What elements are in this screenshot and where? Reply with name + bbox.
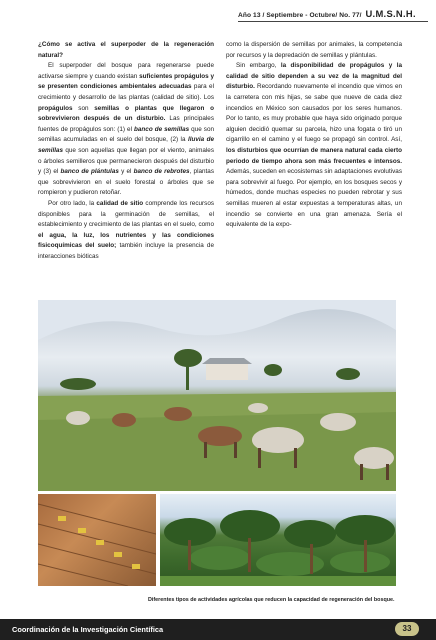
text-run: semillas o plantas que llegaron o sobrevivieron después de un disturbio. — [38, 104, 214, 123]
text-run: lluvia de semillas — [38, 136, 214, 154]
text-run: calidad de sitio — [96, 199, 144, 207]
text-run: Recordando nuevamente el incendio que vimos en la carretera con mis hijas, se sabe que nueve de cada diez incendios en México son causados por los seres humanos. Por lo tanto, es muy probable que haya sido originado porque alguien decidió quemar su parcela, hizo una fogata o tiró un cigarrillo en el camino y el fuego se propagó sin control. Así, — [226, 83, 402, 144]
text-run: suficientes propágulos y se presenten condiciones ambientales adecuadas — [38, 72, 215, 91]
footer-text: Coordinación de la Investigación Científica — [12, 625, 164, 634]
text-run: Sin embargo, — [236, 62, 281, 70]
photo-caption: Diferentes tipos de actividades agrícolas que reducen la capacidad de regeneración del bosque. — [148, 597, 395, 603]
text-run: banco de rebrotes — [133, 168, 190, 176]
institution-name: U.M.S.N.H. — [365, 8, 416, 19]
running-header — [238, 8, 428, 19]
text-run: propágulos — [38, 104, 73, 112]
text-run: los disturbios que ocurrían de manera natural cada cierto periodo de tiempo ahora son más frecuentes e intensos. — [226, 146, 402, 165]
header-rule — [238, 21, 428, 22]
text-run: Las principales fuentes de propágulos son: (1) el — [38, 115, 214, 133]
right-text-column — [226, 40, 402, 231]
text-run: que son semillas acumuladas en el suelo del bosque, (2) la — [38, 125, 215, 144]
text-run: el agua, la luz, los nutrientes y las condiciones fisicoquímicas del suelo; — [38, 231, 214, 250]
paragraph — [38, 199, 214, 263]
text-run: banco de plántulas — [60, 168, 119, 176]
text-run: para el crecimiento y desarrollo de las plantas (calidad de sitio). Los — [38, 83, 214, 101]
cattle-pasture-photo — [38, 300, 396, 491]
text-run: como la dispersión de semillas por animales, la competencia por recursos y la depredación de semillas y plántulas. — [226, 41, 402, 59]
text-run: la disponibilidad de propágulos y la calidad de sitio dependen a su vez de la magnitud del disturbio. — [226, 62, 402, 91]
tractors-field-photo — [38, 494, 156, 586]
paragraph — [226, 61, 402, 231]
text-run: comprende los recursos disponibles para la germinación de semillas, el establecimiento y crecimiento de las plantas en el suelo, como — [38, 199, 215, 229]
palm-plantation-photo — [160, 494, 396, 586]
paragraph — [226, 40, 402, 61]
left-text-column — [38, 40, 214, 262]
text-run: Además, suceden en ecosistemas sin adaptaciones evolutivas para sobrevivir al fuego. Por ejemplo, en los bosques secos y húmedos, donde muchas especies no pueden rebrotar y sus semillas mueren al estar expuestas a temperaturas altas, un incendio se convierte en una gran amenaza. Sería el equivalente de la expo- — [226, 168, 402, 229]
paragraph — [38, 61, 214, 199]
text-run: banco de semillas — [134, 125, 190, 133]
page-number: 33 — [395, 622, 419, 636]
text-run: y el — [118, 168, 134, 176]
text-run: también incluye la presencia de interacciones bióticas — [38, 242, 214, 260]
page-footer — [0, 619, 436, 640]
text-run: , plantas que sobrevivieron en el suelo forestal o árboles que se rompieron y pudieron retoñar. — [38, 168, 214, 197]
text-run: ¿Cómo se activa el superpoder de la regeneración natural? — [38, 41, 214, 59]
text-run: El superpoder del bosque para regenerarse puede activarse siempre y cuando existan — [38, 62, 214, 80]
text-run: Por otro lado, la — [48, 199, 97, 207]
text-run: son — [72, 104, 95, 112]
text-run: que son aquellas que llegan por el viento, animales o árboles semilleros que permanecieron después del disturbio y (3) el — [38, 146, 214, 176]
paragraph — [38, 40, 214, 61]
issue-info: Año 13 / Septiembre - Octubre/ No. 77/ — [238, 12, 362, 19]
